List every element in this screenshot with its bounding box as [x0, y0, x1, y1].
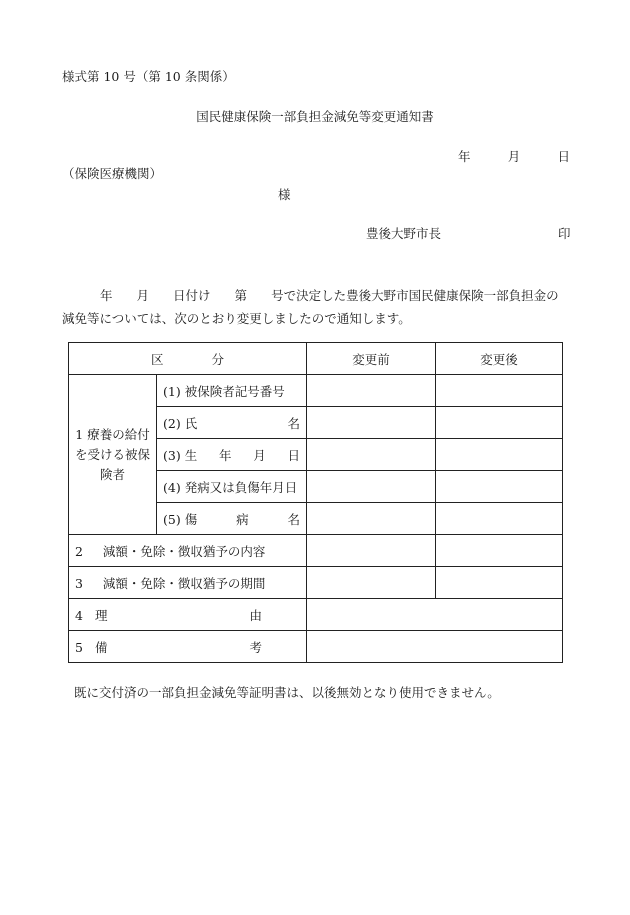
- cell-before[interactable]: [307, 407, 436, 439]
- table-row: [69, 535, 563, 567]
- date-month: 月: [507, 149, 521, 164]
- date-year: 年: [458, 149, 471, 164]
- form-number: 様式第 10 号（第 10 条関係）: [62, 69, 235, 84]
- table-row: [69, 599, 563, 631]
- header-before: 変更前: [307, 343, 436, 375]
- change-details-table: [68, 342, 563, 663]
- row-label-remarks: 5 備 考: [69, 631, 307, 663]
- recipient-organization: （保険医療機関）: [62, 166, 163, 181]
- remarks-value[interactable]: [307, 631, 563, 663]
- body-year: 年: [100, 288, 113, 303]
- table-row: [69, 567, 563, 599]
- header-category: 区 分: [69, 343, 307, 375]
- cell-before[interactable]: [307, 375, 436, 407]
- cell-before[interactable]: [307, 439, 436, 471]
- sub-row-label: (5) 傷 病 名: [157, 503, 307, 535]
- date-day: 日: [557, 149, 570, 164]
- sender-name: 豊後大野市長: [366, 226, 442, 241]
- cell-after[interactable]: [436, 439, 563, 471]
- document-title: 国民健康保険一部負担金減免等変更通知書: [196, 109, 434, 124]
- sub-row-label: (4) 発病又は負傷年月日: [157, 471, 307, 503]
- sub-row-label: (2) 氏 名: [157, 407, 307, 439]
- cell-after[interactable]: [436, 503, 563, 535]
- cell-after[interactable]: [436, 375, 563, 407]
- sub-row-label: (1) 被保険者記号番号: [157, 375, 307, 407]
- body-line2: 減免等については、次のとおり変更しましたので通知します。: [62, 311, 411, 326]
- footer-note: 既に交付済の一部負担金減免等証明書は、以後無効となり使用できません。: [74, 685, 500, 700]
- body-line1-rest: 号で決定した豊後大野市国民健康保険一部負担金の: [271, 288, 559, 303]
- body-dated: 日付け: [173, 288, 211, 303]
- cell-after[interactable]: [436, 535, 563, 567]
- cell-after[interactable]: [436, 567, 563, 599]
- row-label-reduction-period: 3 減額・免除・徴収猶予の期間: [69, 567, 307, 599]
- cell-before[interactable]: [307, 567, 436, 599]
- row-label-reason: 4 理 由: [69, 599, 307, 631]
- sub-row-label: (3) 生 年 月 日: [157, 439, 307, 471]
- row-label-reduction-content: 2 減額・免除・徴収猶予の内容: [69, 535, 307, 567]
- header-after: 変更後: [436, 343, 563, 375]
- table-row: [69, 631, 563, 663]
- notice-body: [62, 284, 572, 330]
- cell-before[interactable]: [307, 503, 436, 535]
- body-number-prefix: 第: [234, 288, 248, 303]
- table-row: [69, 375, 563, 407]
- cell-before[interactable]: [307, 471, 436, 503]
- cell-after[interactable]: [436, 471, 563, 503]
- body-month: 月: [136, 288, 150, 303]
- recipient-honorific: 様: [278, 187, 291, 202]
- issue-date: [458, 149, 570, 165]
- table-header-row: [69, 343, 563, 375]
- group-label-insured: 1 療養の給付を受ける被保険者: [69, 375, 157, 535]
- cell-before[interactable]: [307, 535, 436, 567]
- reason-value[interactable]: [307, 599, 563, 631]
- cell-after[interactable]: [436, 407, 563, 439]
- seal-mark: 印: [558, 226, 571, 241]
